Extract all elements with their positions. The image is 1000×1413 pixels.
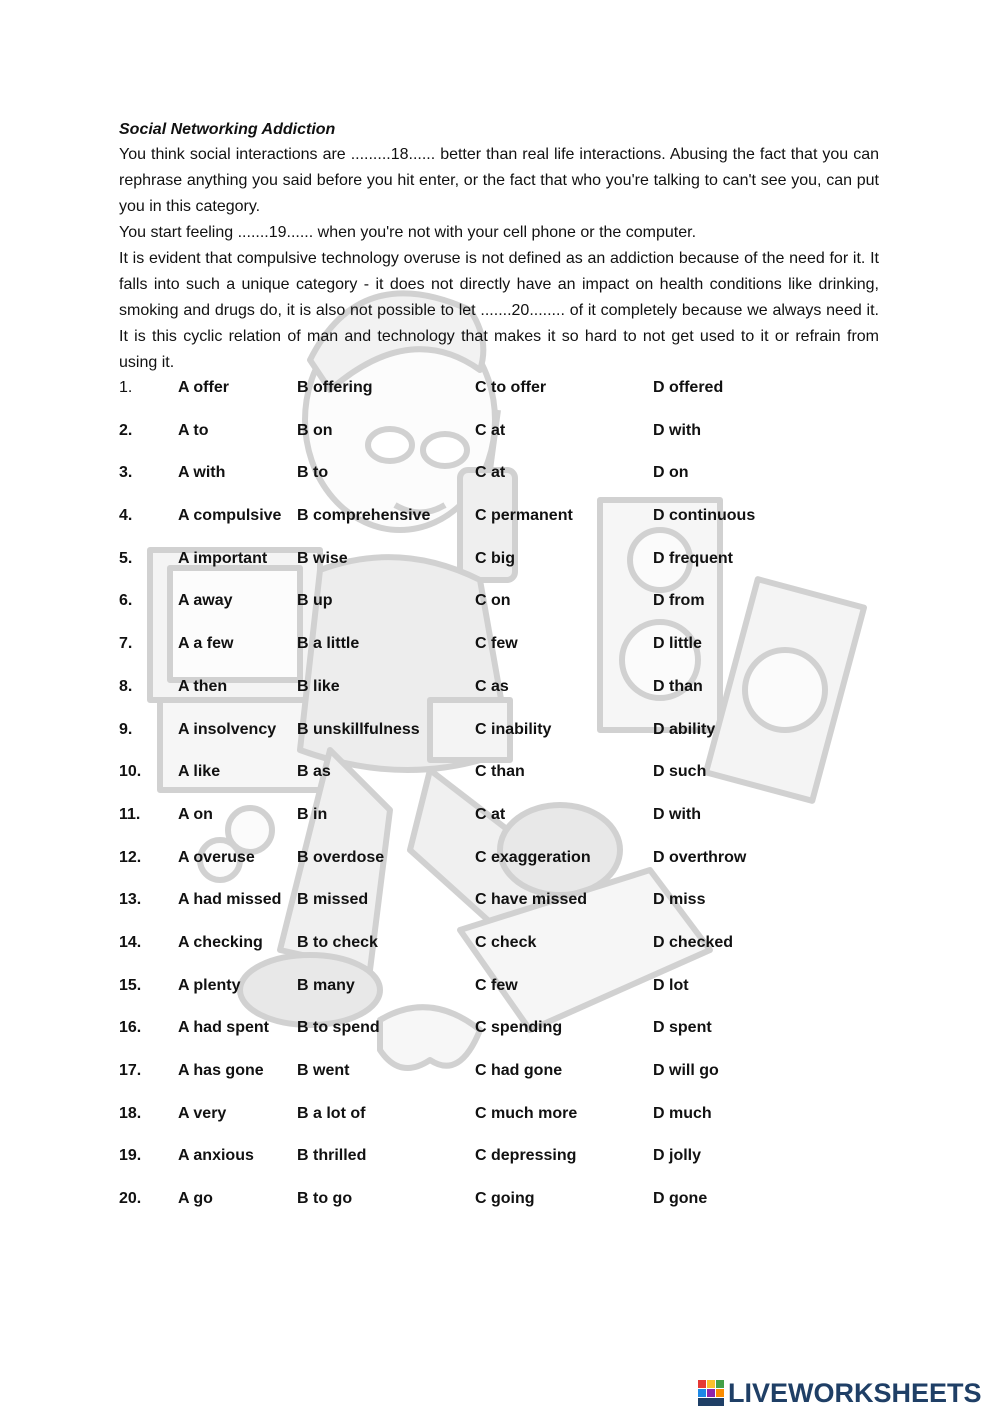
option-a[interactable]: A important bbox=[178, 549, 268, 567]
option-d[interactable]: D little bbox=[653, 635, 702, 653]
question-row bbox=[119, 1017, 879, 1060]
option-c[interactable]: C depressing bbox=[475, 1147, 577, 1165]
question-number: 8. bbox=[119, 677, 133, 695]
option-d[interactable]: D much bbox=[653, 1104, 712, 1122]
option-c[interactable]: C as bbox=[475, 677, 509, 695]
option-b[interactable]: B to go bbox=[297, 1190, 353, 1208]
option-b[interactable]: B to bbox=[297, 464, 329, 482]
option-c[interactable]: C few bbox=[475, 976, 518, 994]
passage-title: Social Networking Addiction bbox=[119, 121, 336, 138]
option-a[interactable]: A very bbox=[178, 1104, 227, 1122]
question-number: 5. bbox=[119, 549, 133, 567]
option-d[interactable]: D ability bbox=[653, 720, 716, 738]
question-row bbox=[119, 932, 879, 975]
option-a[interactable]: A to bbox=[178, 421, 209, 439]
question-row bbox=[119, 505, 879, 548]
option-d[interactable]: D spent bbox=[653, 1019, 712, 1037]
question-number: 6. bbox=[119, 592, 133, 610]
option-b[interactable]: B missed bbox=[297, 891, 369, 909]
question-number: 11. bbox=[119, 805, 141, 823]
question-row bbox=[119, 719, 879, 762]
question-number: 16. bbox=[119, 1019, 142, 1037]
passage-paragraph-1: You think social interactions are .........18...... better than real life interactions. Abusing the fact that you can rephrase anything you said before you hit enter, or the fact that who you're talking to can't see you, can put you in this category. bbox=[119, 146, 879, 215]
option-a[interactable]: A had missed bbox=[178, 891, 282, 909]
question-number: 4. bbox=[119, 507, 133, 525]
question-row bbox=[119, 633, 879, 676]
option-b[interactable]: B to spend bbox=[297, 1019, 380, 1037]
question-number: 12. bbox=[119, 848, 142, 866]
option-d[interactable]: D than bbox=[653, 677, 703, 695]
question-row bbox=[119, 676, 879, 719]
question-row bbox=[119, 975, 879, 1018]
option-d[interactable]: D offered bbox=[653, 379, 724, 396]
liveworksheets-logo bbox=[698, 1376, 982, 1410]
option-b[interactable]: B offering bbox=[297, 379, 373, 396]
option-b[interactable]: B on bbox=[297, 421, 333, 439]
passage-paragraph-2: You start feeling .......19...... when you're not with your cell phone or the computer. bbox=[119, 224, 697, 241]
option-b[interactable]: B went bbox=[297, 1062, 350, 1079]
option-a[interactable]: A compulsive bbox=[178, 507, 282, 525]
option-c[interactable]: C at bbox=[475, 464, 506, 482]
option-d[interactable]: D from bbox=[653, 592, 705, 610]
option-b[interactable]: B to check bbox=[297, 933, 378, 951]
option-c[interactable]: C big bbox=[475, 549, 515, 567]
question-number: 10. bbox=[119, 763, 142, 781]
option-a[interactable]: A then bbox=[178, 677, 228, 695]
option-d[interactable]: D with bbox=[653, 421, 701, 439]
option-d[interactable]: D frequent bbox=[653, 549, 733, 567]
option-a[interactable]: A checking bbox=[178, 933, 263, 951]
option-c[interactable]: C had gone bbox=[475, 1062, 563, 1079]
option-a[interactable]: A has gone bbox=[178, 1062, 264, 1079]
option-b[interactable]: B a lot of bbox=[297, 1104, 366, 1122]
option-d[interactable]: D lot bbox=[653, 976, 689, 994]
question-row bbox=[119, 889, 879, 932]
question-row bbox=[119, 420, 879, 463]
option-b[interactable]: B thrilled bbox=[297, 1147, 367, 1165]
option-b[interactable]: B unskillfulness bbox=[297, 720, 420, 738]
option-b[interactable]: B wise bbox=[297, 549, 348, 567]
option-d[interactable]: D checked bbox=[653, 933, 734, 951]
option-c[interactable]: C much more bbox=[475, 1104, 578, 1122]
question-row bbox=[119, 548, 879, 591]
question-number: 3. bbox=[119, 464, 133, 482]
question-number: 18. bbox=[119, 1104, 142, 1122]
logo-text: LIVEWORKSHEETS bbox=[728, 1377, 982, 1408]
question-row bbox=[119, 1103, 879, 1146]
option-c[interactable]: C check bbox=[475, 933, 537, 951]
reading-passage bbox=[119, 118, 879, 376]
question-number: 15. bbox=[119, 976, 142, 994]
option-d[interactable]: D miss bbox=[653, 891, 706, 909]
option-c[interactable]: C to offer bbox=[475, 379, 547, 396]
option-d[interactable]: D jolly bbox=[653, 1147, 702, 1165]
option-b[interactable]: B many bbox=[297, 976, 355, 994]
option-d[interactable]: D with bbox=[653, 805, 701, 823]
question-number: 17. bbox=[119, 1062, 142, 1079]
option-c[interactable]: C spending bbox=[475, 1019, 563, 1037]
option-c[interactable]: C exaggeration bbox=[475, 848, 591, 866]
option-a[interactable]: A plenty bbox=[178, 976, 241, 994]
option-b[interactable]: B overdose bbox=[297, 848, 385, 866]
option-a[interactable]: A anxious bbox=[178, 1147, 254, 1165]
question-number: 19. bbox=[119, 1147, 142, 1165]
question-row bbox=[119, 761, 879, 804]
question-row bbox=[119, 462, 879, 505]
question-number: 13. bbox=[119, 891, 142, 909]
question-row bbox=[119, 1188, 879, 1231]
question-number: 2. bbox=[119, 421, 133, 439]
question-row bbox=[119, 1145, 879, 1188]
option-a[interactable]: A away bbox=[178, 592, 233, 610]
option-b[interactable]: B like bbox=[297, 677, 340, 695]
option-b[interactable]: B a little bbox=[297, 635, 360, 653]
option-d[interactable]: D gone bbox=[653, 1190, 708, 1208]
option-c[interactable]: C few bbox=[475, 635, 518, 653]
passage-paragraph-3: It is evident that compulsive technology overuse is not defined as an addiction because of the need for it. It falls into such a unique category - it does not directly have an impact on health conditions like drinking, smoking and drugs do, it is also not possible to let .......20........ of it completely because we always need it. It is this cyclic relation of man and technology that makes it so hard to not get used to it or refrain from using it. bbox=[119, 250, 879, 371]
option-c[interactable]: C permanent bbox=[475, 507, 573, 525]
option-b[interactable]: B as bbox=[297, 763, 331, 781]
option-a[interactable]: A had spent bbox=[178, 1019, 269, 1037]
option-a[interactable]: A insolvency bbox=[178, 720, 277, 738]
option-a[interactable]: A on bbox=[178, 805, 213, 823]
option-c[interactable]: C have missed bbox=[475, 891, 588, 909]
option-d[interactable]: D overthrow bbox=[653, 848, 747, 866]
option-d[interactable]: D on bbox=[653, 464, 689, 482]
option-a[interactable]: A go bbox=[178, 1190, 213, 1208]
question-row bbox=[119, 377, 879, 420]
option-a[interactable]: A a few bbox=[178, 635, 234, 653]
option-c[interactable]: C inability bbox=[475, 720, 552, 738]
option-c[interactable]: C at bbox=[475, 805, 506, 823]
option-a[interactable]: A overuse bbox=[178, 848, 255, 866]
option-c[interactable]: C on bbox=[475, 592, 511, 610]
option-a[interactable]: A with bbox=[178, 464, 226, 482]
option-b[interactable]: B in bbox=[297, 805, 328, 823]
question-number: 14. bbox=[119, 933, 142, 951]
question-row bbox=[119, 1060, 879, 1103]
question-row bbox=[119, 590, 879, 633]
option-a[interactable]: A like bbox=[178, 763, 221, 781]
option-c[interactable]: C going bbox=[475, 1190, 535, 1208]
liveworksheets-logo-icon bbox=[698, 1380, 724, 1406]
question-number: 9. bbox=[119, 720, 133, 738]
question-number: 7. bbox=[119, 635, 133, 653]
option-b[interactable]: B comprehensive bbox=[297, 507, 431, 525]
question-list bbox=[119, 377, 879, 1231]
question-row bbox=[119, 847, 879, 890]
question-number: 1. bbox=[119, 379, 133, 396]
question-row bbox=[119, 804, 879, 847]
option-d[interactable]: D such bbox=[653, 763, 707, 781]
option-a[interactable]: A offer bbox=[178, 379, 229, 396]
option-c[interactable]: C than bbox=[475, 763, 525, 781]
question-number: 20. bbox=[119, 1190, 142, 1208]
option-b[interactable]: B up bbox=[297, 592, 333, 610]
option-c[interactable]: C at bbox=[475, 421, 506, 439]
option-d[interactable]: D will go bbox=[653, 1062, 719, 1079]
option-d[interactable]: D continuous bbox=[653, 507, 756, 525]
